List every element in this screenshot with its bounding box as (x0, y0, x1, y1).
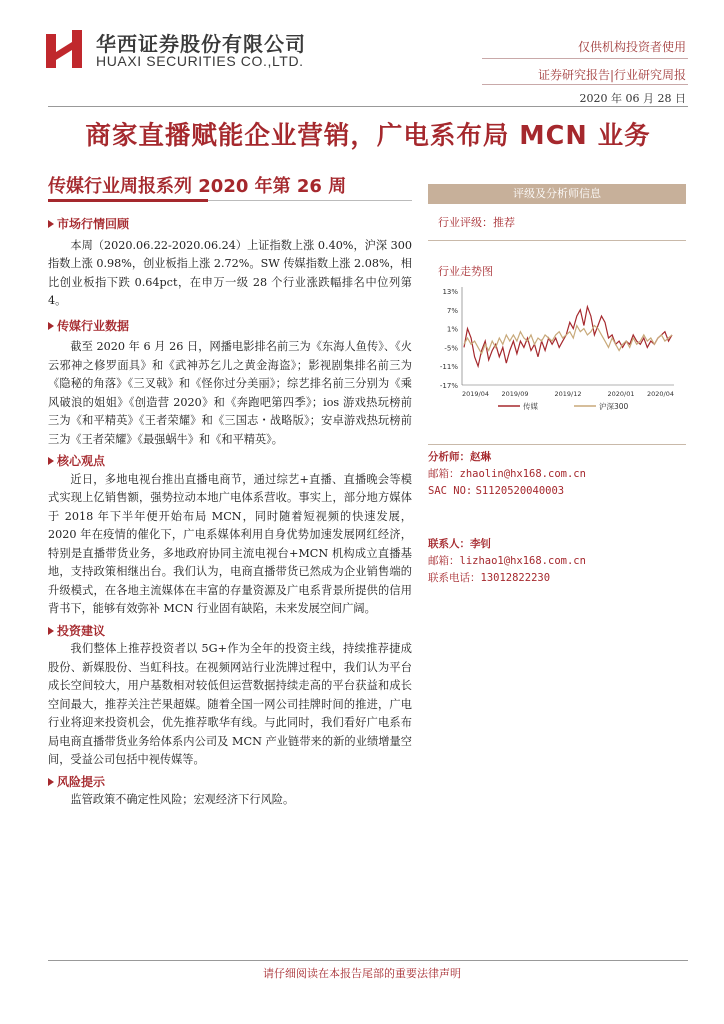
contact-email[interactable]: lizhao1@hx168.com.cn (459, 555, 586, 567)
section-paragraph: 本周（2020.06.22-2020.06.24）上证指数上涨 0.40%，沪深 300 指数上涨 0.98%，创业板指上涨 2.72%。SW 传媒指数上涨 2.08%，相比创业板指下跌 0.64pct，在申万一级 28 个行业涨跌幅排名中位列第 4。 (48, 238, 412, 307)
section-risk (48, 773, 412, 810)
analyst-1-sac-row (428, 483, 686, 500)
sidebar-header: 评级及分析师信息 (428, 184, 686, 204)
triangle-bullet-icon (48, 220, 54, 228)
y-tick-label: 1% (446, 325, 458, 334)
email-label: 邮箱： (428, 555, 460, 567)
company-logo (46, 30, 82, 68)
section-paragraph: 我们整体上推荐投资者以 5G+作为全年的投资主线，持续推荐捷成股份、新媒股份、当虹科技。在视频网站行业洗牌过程中，我们认为平台成长空间较大，用户基数相对较低但运营数据持续走高的平台获益和成长空间最大，推荐关注芒果超媒。随着全国一网公司挂牌时间的推进，广电行业将迎来投资机会，优先推荐歌华有线。与此同时，我们看好广电系布局电商直播带货业务给体系内公司及 MCN 产业链带来的新的业绩增量空间，受益公司包括中视传媒等。 (48, 642, 412, 766)
contact-name: 联系人：李钊 (428, 538, 491, 550)
company-name-en: HUAXI SECURITIES CO.,LTD. (96, 53, 304, 69)
header-divider (48, 106, 688, 107)
email-label: 邮箱： (428, 468, 460, 480)
legend-label: 传媒 (523, 402, 538, 411)
triangle-bullet-icon (48, 627, 54, 635)
section-heading: 投资建议 (48, 622, 412, 641)
subtitle-underline (48, 199, 208, 202)
industry-rating: 行业评级：推荐 (438, 216, 515, 229)
contact-email-row (428, 553, 686, 570)
section-paragraph: 截至 2020 年 6 月 26 日，网播电影排名前三为《东海人鱼传》、《火云邪神之修罗面具》和《武神苏乞儿之黄金海盗》；影视剧集排名前三为《隐秘的角落》《三叉戟》和《怪你过分美丽》；综艺排名前三分别为《乘风破浪的姐姐》《创造营 2020》和《奔跑吧第四季》；ios 游戏热玩榜前三为《和平精英》《王者荣耀》和《三国志・战略版》；安卓游戏热玩榜前三为《王者荣耀》《最强蜗牛》和《和平精英》。 (48, 340, 412, 446)
contact-phone-row (428, 570, 686, 587)
report-title: 商家直播赋能企业营销，广电系布局 MCN 业务 (85, 121, 651, 151)
usage-note: 仅供机构投资者使用 (577, 40, 686, 54)
section-paragraph: 近日，多地电视台推出直播电商节，通过综艺+直播、直播晚会等模式实现上亿销售额，强势拉动本地广电体系营收。事实上，部分地方媒体于 2018 年下半年便开始布局 MCN，同时随着短视频的快速发展，2020 年在疫情的催化下，广电系媒体利用自身优势加速发展网红经济，特别是直播带货业务，多地政府协同主流电视台+MCN 机构成立直播基地，支持政策相继出台。我们认为，电商直播带货已然成为企业销售端的升级模式，在各地主流媒体在丰富的存量资源及广电系背景所提供的信用背书下，能够有效弥补 MCN 行业固有缺陷，未来发展空间广阔。 (48, 472, 412, 615)
analyst-1-email-row (428, 466, 686, 483)
report-subtitle: 传媒行业周报系列 2020 年第 26 周 (48, 176, 347, 197)
triangle-bullet-icon (48, 457, 54, 465)
y-tick-label: -5% (444, 344, 458, 353)
section-heading: 风险提示 (48, 773, 412, 792)
y-tick-label: 7% (446, 306, 458, 315)
y-tick-label: 13% (442, 288, 458, 296)
y-tick-label: -11% (439, 363, 458, 372)
sidebar-divider (428, 240, 686, 241)
sidebar (428, 184, 686, 427)
trend-chart-label: 行业走势图 (438, 265, 493, 278)
analyst-info (428, 444, 686, 587)
header-divider (482, 58, 688, 59)
x-tick-label: 2020/04 (646, 390, 674, 398)
report-type: 证券研究报告|行业研究周报 (537, 68, 686, 82)
section-heading: 核心观点 (48, 452, 412, 471)
section-heading: 传媒行业数据 (48, 317, 412, 336)
section-industry-data (48, 317, 412, 450)
x-tick-label: 2019/04 (462, 390, 490, 398)
series-line (464, 307, 672, 367)
report-body (48, 212, 412, 810)
x-tick-label: 2019/12 (554, 390, 582, 398)
section-core-view (48, 452, 412, 619)
x-tick-label: 2019/09 (501, 390, 529, 398)
company-name-cn: 华西证券股份有限公司 (96, 32, 306, 56)
triangle-bullet-icon (48, 322, 54, 330)
subtitle-rule (208, 200, 412, 201)
triangle-bullet-icon (48, 778, 54, 786)
analyst-1-sac: S1120520040003 (475, 485, 565, 497)
x-tick-label: 2020/01 (607, 390, 635, 398)
section-paragraph: 监管政策不确定性风险；宏观经济下行风险。 (70, 793, 295, 806)
contact-phone: 13012822230 (480, 572, 551, 584)
phone-label: 联系电话： (428, 572, 481, 584)
legal-notice: 请仔细阅读在本报告尾部的重要法律声明 (263, 967, 461, 980)
analyst-1-email[interactable]: zhaolin@hx168.com.cn (459, 468, 586, 480)
header-divider (482, 84, 688, 85)
trend-chart (428, 283, 686, 423)
sac-label: SAC NO: (428, 485, 473, 497)
legend-label: 沪深300 (599, 402, 629, 411)
analyst-1-name: 分析师：赵琳 (428, 451, 491, 463)
footer-divider (48, 960, 688, 961)
report-date: 2020 年 06 月 28 日 (579, 92, 686, 105)
section-investment-advice (48, 622, 412, 770)
y-tick-label: -17% (439, 382, 458, 390)
section-market-review (48, 215, 412, 311)
section-heading: 市场行情回顾 (48, 215, 412, 234)
